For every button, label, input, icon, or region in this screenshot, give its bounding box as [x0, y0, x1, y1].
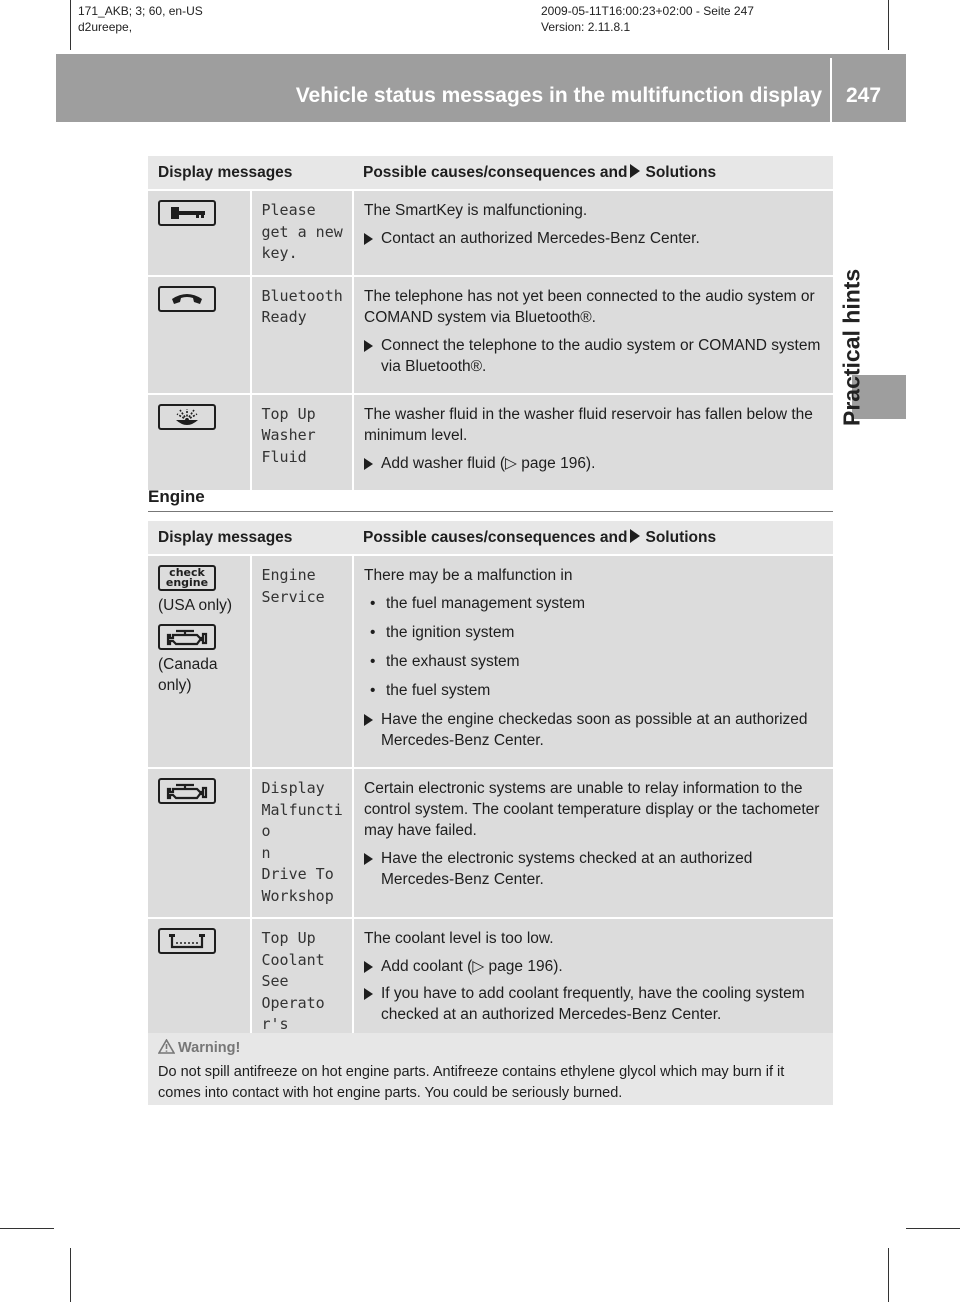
check-engine-icon — [158, 565, 216, 591]
bullet-item — [370, 680, 825, 701]
bullet-icon: • — [370, 682, 376, 699]
cause-text: The telephone has not yet been connected to the audio system or COMAND system via Bluetooth®. — [364, 287, 815, 326]
section-tab-label — [838, 268, 906, 626]
icon-cell — [148, 768, 251, 918]
solution-step — [364, 983, 825, 1025]
crop-mark — [70, 1248, 71, 1302]
step-text: Contact an authorized Mercedes-Benz Center. — [381, 230, 700, 247]
page-number: 247 — [846, 84, 882, 107]
arrow-icon — [364, 233, 373, 245]
solution-step — [364, 453, 825, 474]
table-header-row — [148, 521, 833, 555]
meta-line: 2009-05-11T16:00:23+02:00 - Seite 247 — [541, 4, 754, 18]
display-message: Please get a new key. — [251, 190, 354, 276]
solution-cell — [353, 555, 833, 768]
meta-line: Version: 2.11.8.1 — [541, 20, 631, 34]
bullet-icon: • — [370, 595, 376, 612]
print-meta-left — [78, 3, 203, 35]
arrow-icon — [364, 853, 373, 865]
header-display-messages: Display messages — [148, 521, 353, 555]
table-header-row — [148, 156, 833, 190]
page-title: Vehicle status messages in the multifunction display — [295, 84, 822, 107]
meta-line: d2ureepe, — [78, 20, 133, 34]
display-message: Bluetooth Ready — [251, 276, 354, 394]
display-message: Top Up Coolant See Operator's — [251, 918, 354, 1068]
cause-text: The washer fluid in the washer fluid reservoir has fallen below the minimum level. — [364, 405, 813, 444]
bullet-icon: • — [370, 653, 376, 670]
header-text: Solutions — [645, 163, 717, 181]
arrow-icon — [364, 340, 373, 352]
check-engine-label: engine — [165, 576, 209, 589]
icon-cell — [148, 394, 251, 491]
icon-caption: (Canada only) — [158, 656, 218, 694]
cause-text: There may be a malfunction in — [364, 567, 573, 584]
crop-mark — [888, 1248, 889, 1302]
step-text: Have the engine checkedas soon as possible at an authorized Mercedes-Benz Center. — [381, 711, 808, 749]
solution-cell — [353, 190, 833, 276]
bullet-text: the ignition system — [386, 624, 515, 641]
table-row — [148, 276, 833, 394]
icon-cell — [148, 190, 251, 276]
section-divider — [148, 511, 833, 512]
bullet-icon: • — [370, 624, 376, 641]
bullet-text: the fuel management system — [386, 595, 586, 612]
smartkey-icon — [158, 200, 216, 226]
engine-messages-table — [148, 521, 833, 1069]
engine-icon — [158, 778, 216, 804]
cause-text: The SmartKey is malfunctioning. — [364, 202, 588, 219]
telephone-icon — [158, 286, 216, 312]
step-text: Add coolant (▷ page 196). — [381, 958, 563, 975]
solution-step — [364, 956, 825, 977]
header-solutions — [353, 521, 833, 555]
status-messages-table — [148, 156, 833, 492]
bullet-item — [370, 651, 825, 672]
check-engine-label: check — [169, 566, 205, 579]
arrow-icon — [630, 164, 640, 178]
solution-step — [364, 848, 825, 890]
solution-cell — [353, 394, 833, 491]
display-message: Engine Service — [251, 555, 354, 768]
arrow-icon — [364, 988, 373, 1000]
section-title: Engine — [148, 487, 205, 506]
display-message: Display Malfunctio n Drive To Workshop — [251, 768, 354, 918]
warning-body: Do not spill antifreeze on hot engine parts. Antifreeze contains ethylene glycol which may burn if it comes into contact with hot engine parts. You could be seriously burned. — [158, 1064, 785, 1101]
arrow-icon — [364, 458, 373, 470]
solution-step — [364, 228, 825, 249]
arrow-icon — [630, 529, 640, 543]
header-text: Possible causes/consequences and — [363, 528, 628, 546]
header-text: Solutions — [645, 528, 717, 546]
crop-mark — [70, 0, 71, 50]
crop-mark — [888, 0, 889, 50]
solution-step — [364, 335, 825, 377]
table-row — [148, 394, 833, 491]
header-divider — [830, 58, 832, 122]
engine-icon — [158, 624, 216, 650]
bullet-item — [370, 622, 825, 643]
meta-line: 171_AKB; 3; 60, en-US — [78, 4, 203, 18]
crop-mark — [0, 1228, 54, 1229]
arrow-icon — [364, 961, 373, 973]
header-display-messages: Display messages — [148, 156, 353, 190]
solution-cell — [353, 768, 833, 918]
warning-title — [158, 1039, 240, 1056]
step-text: Add washer fluid (▷ page 196). — [381, 454, 596, 472]
warning-title-text: Warning! — [178, 1040, 241, 1056]
header-solutions — [353, 156, 833, 190]
table-row — [148, 768, 833, 918]
cause-text: Certain electronic systems are unable to relay information to the control system. The coolant temperature display or the tachometer may have failed. — [364, 780, 820, 839]
header-text: Possible causes/consequences and — [363, 163, 628, 181]
solution-cell — [353, 276, 833, 394]
step-text: Have the electronic systems checked at an authorized Mercedes-Benz Center. — [381, 850, 753, 888]
warning-triangle-icon — [158, 1039, 175, 1054]
bullet-item — [370, 593, 825, 614]
icon-cell — [148, 276, 251, 394]
table-row — [148, 190, 833, 276]
coolant-icon — [158, 928, 216, 954]
icon-caption: (USA only) — [158, 597, 233, 614]
step-text: Connect the telephone to the audio system or COMAND system via Bluetooth®. — [381, 336, 821, 375]
section-tab-text: Practical hints — [838, 268, 865, 426]
bullet-text: the exhaust system — [386, 653, 520, 670]
display-message: Top Up Washer Fluid — [251, 394, 354, 491]
arrow-icon — [364, 714, 373, 726]
table-row — [148, 555, 833, 768]
step-text: If you have to add coolant frequently, have the cooling system checked at an authorized Mercedes-Benz Center. — [381, 985, 805, 1023]
icon-cell — [148, 555, 251, 768]
washer-fluid-icon — [158, 404, 216, 430]
bullet-text: the fuel system — [386, 682, 491, 699]
print-meta-right — [541, 3, 754, 35]
solution-step — [364, 709, 825, 751]
crop-mark — [906, 1228, 960, 1229]
cause-text: The coolant level is too low. — [364, 930, 554, 947]
